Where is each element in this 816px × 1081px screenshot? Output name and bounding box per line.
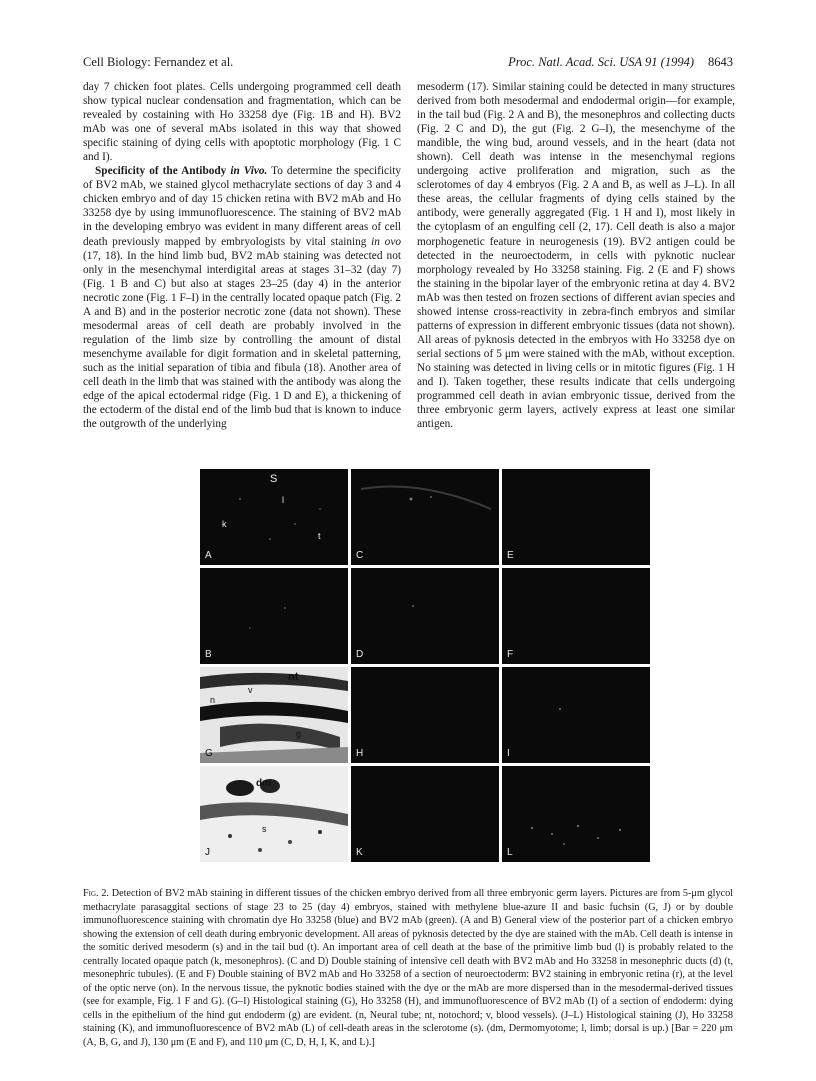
panel-label-b: B xyxy=(205,649,212,660)
section-heading-italic: in Vivo. xyxy=(230,165,268,178)
panel-a-mark-s: S xyxy=(270,473,278,485)
running-head xyxy=(83,55,733,71)
panel-c-image xyxy=(351,469,499,565)
panel-f-image xyxy=(502,568,650,664)
panel-j-mark-dm: dm xyxy=(256,778,271,789)
panel-g-mark-v: v xyxy=(248,685,253,695)
panel-label-a: A xyxy=(205,550,212,561)
paragraph-continued: day 7 chicken foot plates. Cells undergoing programmed cell death show typical nuclear condensation and fragmentation, which can be revealed by costaining with Ho 33258 dye (Fig. 1B and H). BV2 mAb was one of several mAbs isolated in this way that showed specific staining of dying cells with apoptotic morphology (Fig. 1 C and I). xyxy=(83,81,401,164)
micrograph-panel-g xyxy=(200,667,348,763)
running-head-journal xyxy=(508,55,733,70)
panel-label-e: E xyxy=(507,550,514,561)
micrograph-panel-i xyxy=(502,667,650,763)
panel-l-image xyxy=(502,766,650,862)
panel-label-j: J xyxy=(205,847,210,858)
panel-j-image xyxy=(200,766,348,862)
micrograph-panel-b xyxy=(200,568,348,664)
caption-label: Fig. 2. xyxy=(83,888,109,899)
caption-text: Detection of BV2 mAb staining in different tissues of the chicken embryo derived from all three embryonic germ layers. Pictures are from 5-μm glycol methacrylate parasaggital sections of stage 23 to 25 (day 4) embryos, stained with methylene blue-azure II and basic fuchsin (G, J) or by double immunofluorescence staining with chromatin dye Ho 33258 (blue) and BV2 mAb (green). (A and B) General view of the posterior part of a chicken embryo showing the extension of cell death during embryonic development. All areas of pyknosis detected by the dye are stained with the mAb. Cell death is intense in the somitic derived mesoderm (s) and in the tail bud (t). An important area of cell death at the base of the primitive limb bud (l) is probably related to the centrally located opaque patch (k, mesonephros). (C and D) Double staining of intensive cell death with BV2 mAb and Ho 33258 in mesonephric ducts (d) (t, mesonephric tubules). (E and F) Double staining of BV2 mAb and Ho 33258 of a section of neuroectoderm: BV2 staining in embryonic retina (r), at the level of the optic nerve (on). In the nervous tissue, the pyknotic bodies stained with the dye or the mAb are more dispersed than in the mesodermal-derived tissues (see for example, Fig. 1 F and G). (G–I) Histological staining (G), Ho 33258 (H), and immunofluorescence of BV2 mAb (I) of a section of endoderm: dying cells in the epithelium of the hind gut endoderm (g) are evident. (n, Neural tube; nt, notochord; v, blood vessels). (J–L) Histological staining (J), Ho 33258 staining (K), and immunofluorescence of BV2 mAb (L) of cell-death areas in the sclerotome (s). (dm, Dermomyotome; l, limb; dorsal is up.) [Bar = 220 μm (A, B, G, and J), 130 μm (E and F), and 110 μm (C, D, H, I, K, and L).] xyxy=(83,888,733,1048)
micrograph-panel-d xyxy=(351,568,499,664)
paragraph-text-a: To determine the specificity of BV2 mAb, we stained glycol methacrylate sections of day 3 and 4 chicken embryo and of day 15 chicken retina with BV2 mAb and Ho 33258 dye by using immunofluorescence. The staining of BV2 mAb in the developing embryo was evident in many different areas of cell death previously mapped by embryologists by vital staining xyxy=(83,165,401,248)
panel-g-image xyxy=(200,667,348,763)
micrograph-panel-k xyxy=(351,766,499,862)
panel-g-mark-g: g xyxy=(296,729,302,739)
panel-a-mark-l: l xyxy=(282,495,284,505)
panel-a-mark-t: t xyxy=(318,531,321,541)
panel-k-image xyxy=(351,766,499,862)
micrograph-panel-l xyxy=(502,766,650,862)
panel-label-i: I xyxy=(507,748,510,759)
panel-label-h: H xyxy=(356,748,364,759)
panel-label-f: F xyxy=(507,649,514,660)
figure-2 xyxy=(200,469,665,877)
panel-j-mark-s: s xyxy=(262,824,267,834)
figure-caption xyxy=(83,887,733,1049)
panel-a-mark-k: k xyxy=(222,519,227,529)
micrograph-panel-f xyxy=(502,568,650,664)
section-heading: Specificity of the Antibody xyxy=(95,165,227,178)
panel-label-d: D xyxy=(356,649,364,660)
paragraph-mesoderm: mesoderm (17). Similar staining could be detected in many structures derived from both mesodermal and endodermal origin—for example, in the tail bud (Fig. 2 A and B), the mesonephros and collecting ducts (Fig. 2 C and D), the gut (Fig. 2 G–I), the mesenchyme of the mandible, the wing bud, around vessels, and in the heart (data not shown). Cell death was intense in the mesenchymal regions undergoing active proliferation and migration, such as the sclerotomes of day 4 embryos (Fig. 2 A and B, as well as J–L). In all these areas, the cellular fragments of dying cells stained by the antibody, were generally aggregated (Fig. 1 H and I), most likely in the cytoplasm of an engulfing cell (2, 17). Cell death is also a major morphogenetic feature in neurogenesis (19). BV2 antigen could be detected in the neuroectoderm, in cells with pyknotic nuclear morphology revealed by Ho 33258 staining. Fig. 2 (E and F) shows the staining in the bipolar layer of the embryonic retina at day 4. BV2 mAb was then tested on frozen sections of different avian species and showed intense cross-reactivity in zebra-finch embryos and similar patterns of expression in different embryonic tissues (data not shown). All areas of pyknosis detected in the embryos with Ho 33258 dye on serial sections of 5 μm were stained with the mAb, without exception. No staining was detected in living cells or in mitotic figures (Fig. 1 H and I). Taken together, these results indicate that cells undergoing programmed cell death in avian embryonic tissue, derived from the three embryonic germ layers, actively express at least one similar antigen. xyxy=(417,81,735,431)
journal-citation: Proc. Natl. Acad. Sci. USA 91 (1994) xyxy=(508,55,694,69)
panel-d-image xyxy=(351,568,499,664)
body-column-right xyxy=(417,80,735,431)
panel-label-l: L xyxy=(507,847,513,858)
panel-b-image xyxy=(200,568,348,664)
page-number: 8643 xyxy=(708,55,733,69)
panel-g-mark-n: n xyxy=(210,695,216,705)
micrograph-panel-h xyxy=(351,667,499,763)
micrograph-panel-a xyxy=(200,469,348,565)
panel-i-image xyxy=(502,667,650,763)
in-ovo-term: in ovo xyxy=(371,235,401,248)
paragraph-specificity xyxy=(83,164,401,431)
panel-label-c: C xyxy=(356,550,364,561)
micrograph-panel-c xyxy=(351,469,499,565)
micrograph-panel-e xyxy=(502,469,650,565)
panel-label-k: K xyxy=(356,847,363,858)
panel-g-mark-nt: nt xyxy=(288,671,299,683)
paragraph-text-b: (17, 18). In the hind limb bud, BV2 mAb staining was detected not only in the mesenchymal interdigital areas at stages 31–32 (day 7) (Fig. 1 B and C) but also at stages 23–25 (day 4) in the anterior necrotic zone (Fig. 1 F–I) in the centrally located opaque patch (Fig. 2 A and B) and in the posterior necrotic zone (data not shown). These mesodermal areas of cell death are probably involved in the regulation of the limb size by controlling the amount of distal mesenchyme available for digit formation and in skeletal patterning, such as the initial separation of tibia and fibula (18). Another area of cell death in the limb that was stained with the antibody was along the edge of the apical ectodermal ridge (Fig. 1 D and E), a thickening of the ectoderm of the distal end of the limb bud that is known to induce the outgrowth of the underlying xyxy=(83,249,401,431)
panel-label-g: G xyxy=(205,748,213,759)
panel-e-image xyxy=(502,469,650,565)
panel-h-image xyxy=(351,667,499,763)
running-head-authors: Cell Biology: Fernandez et al. xyxy=(83,55,234,69)
micrograph-panel-j xyxy=(200,766,348,862)
body-column-left xyxy=(83,80,401,431)
